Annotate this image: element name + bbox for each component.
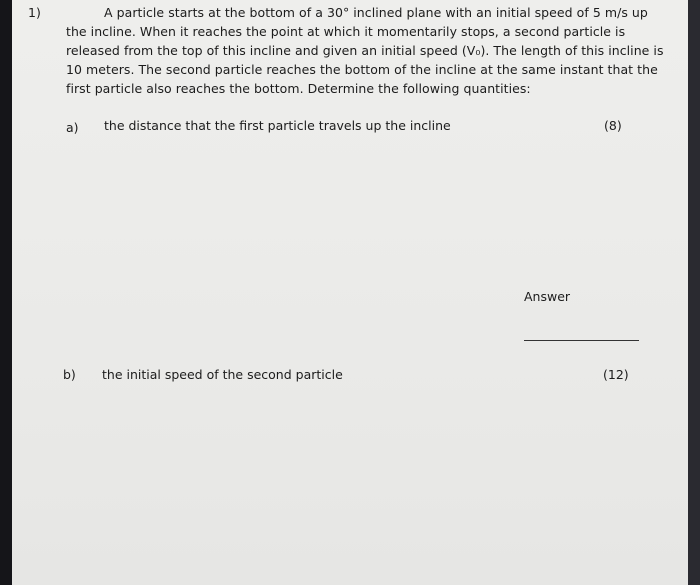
part-a-letter: a) (66, 120, 79, 135)
part-b-points: (12) (603, 367, 629, 382)
part-a-points: (8) (604, 118, 622, 133)
part-a-text: the distance that the first particle travels up the incline (104, 118, 451, 133)
worksheet-page (12, 0, 688, 585)
left-edge-shadow (0, 0, 12, 585)
part-b-text: the initial speed of the second particle (102, 367, 343, 382)
answer-label: Answer (524, 289, 571, 304)
problem-statement (28, 3, 666, 98)
problem-text: A particle starts at the bottom of a 30° inclined plane with an initial speed of 5 m/s up the incline. When it reaches the point at which it momentarily stops, a second particle is released from the top of this incline and given an initial speed (V₀). The length of this incline is 10 meters. The second particle reaches the bottom of the incline at the same instant that the first particle also reaches the bottom. Determine the following quantities: (66, 5, 664, 96)
answer-line (524, 340, 639, 341)
part-b-letter: b) (63, 367, 76, 382)
right-edge-shadow (688, 0, 700, 585)
problem-number: 1) (28, 5, 41, 20)
